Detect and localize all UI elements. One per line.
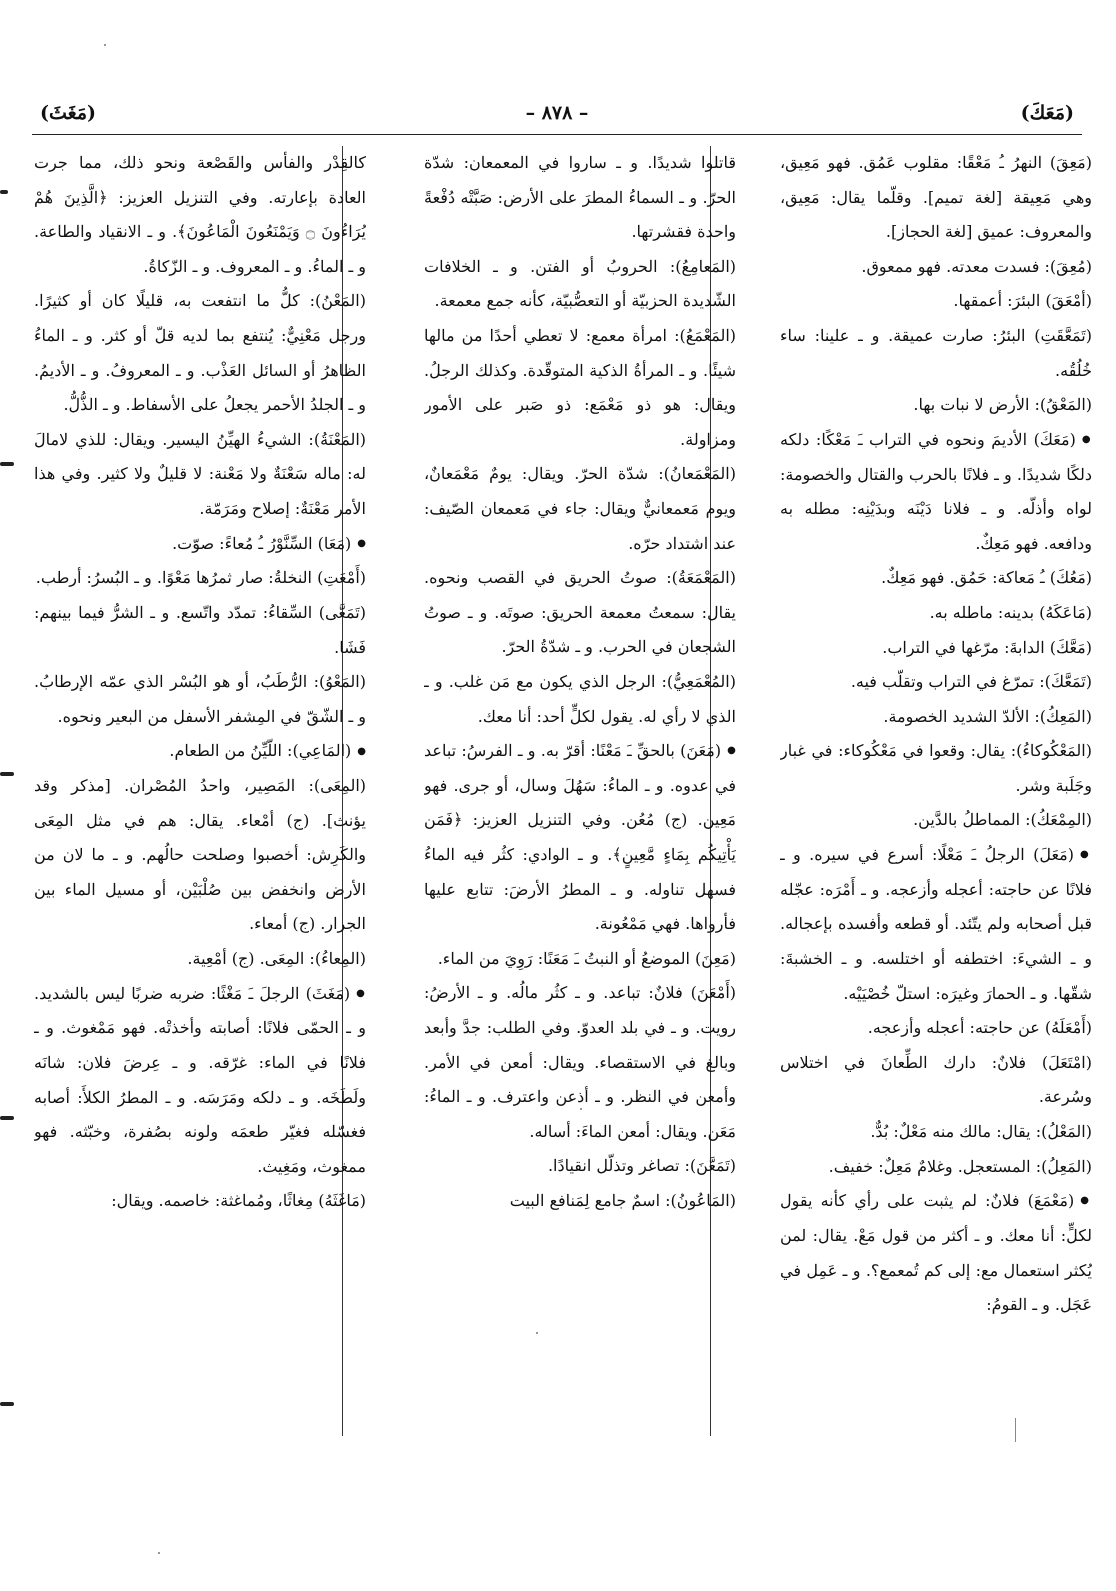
dictionary-entry: (المِعاءُ): المِعَى. (ج) أمْعِية. xyxy=(187,949,366,969)
dictionary-entry: ● (مَعَكَ) الأديمَ ونحوه في التراب ـَ مَعْكًا: دلكه دلكًا شديدًا. و ـ فلانًا بالحرب والقتال والخصومة: لواه وأذلّه. و ـ فلانا دَيْنَه وبدَيْنِه: مطله به ودافعه. فهو مَعِكٌ. xyxy=(780,423,1092,562)
dictionary-entry: (تَمَعَّى) السِّقاءُ: تمدّد واتّسع. و ـ الشرُّ فيما بينهم: فَشَا. xyxy=(34,602,366,657)
dictionary-entry: (المَعِكُ): الألدّ الشديد الخصومة. xyxy=(883,706,1092,726)
dictionary-entry: (مَعِقَ) النهرُ ـُ مَعْقًا: مقلوب عَمُق. فهو مَعِيق، وهي مَعِيقة [لغة تميم]. وقلّما يقال: مَعِيق، والمعروف: عميق [لغة الحجاز]. xyxy=(780,153,1092,242)
dictionary-entry: (مَعُكَ) ـُ مَعاكة: حَمُق. فهو مَعِكٌ. xyxy=(881,568,1092,588)
dictionary-entry: (المُعْمَعِيُّ): الرجل الذي يكون مع مَن غلب. و ـ الذي لا رأي له. يقول لكلٍّ أحد: أنا معك. xyxy=(424,671,736,726)
dictionary-entry: ● (مَعْمَعَ) فلانٌ: لم يثبت على رأي كأنه يقول لكلٍّ: أنا معك. و ـ أكثر من قول مَعْ. يقال: لمن يُكثر استعمال مع: إلى كم تُمعمع؟. و ـ عَمِل في عَجَل. و ـ القومُ: xyxy=(780,1184,1092,1323)
header-rule xyxy=(32,134,1082,135)
margin-mark xyxy=(0,1402,14,1406)
dictionary-entry: (المَعْقُ): الأرض لا نبات بها. xyxy=(913,395,1092,415)
dictionary-entry: قاتلوا شديدًا. و ـ ساروا في المعمعان: شدّة الحرّ. و ـ السماءُ المطرَ على الأرض: صَبَّتْه دُفْعةً واحدة فقشرتها. xyxy=(424,153,736,242)
dictionary-entry: (تَمَعَّنَ): تصاغر وتذلّل انقيادًا. xyxy=(547,1156,736,1176)
margin-mark xyxy=(0,1116,14,1120)
margin-mark xyxy=(0,772,14,776)
dictionary-entry: (أمْعَقَ) البئرَ: أعمقها. xyxy=(953,291,1092,311)
dictionary-entry: (المَعْمَعَةُ): صوتُ الحريق في القصب ونحوه. يقال: سمعتُ معمعة الحريق: صوتَه. و ـ صوتُ الشجعان في الحرب. و ـ شدّةُ الحرّ. xyxy=(424,568,736,657)
dictionary-entry: (المَعِلُ): المستعجل. وغلامٌ مَعِلٌ: خفيف. xyxy=(828,1156,1092,1176)
dictionary-entry: (المَعْلُ): يقال: مالك منه مَعْلٌ: بُدٌّ. xyxy=(870,1122,1092,1142)
dictionary-entry: (أَمْعَنَ) فلانٌ: تباعد. و ـ كثُر مالُه. و ـ الأرضُ: رويت. و ـ في بلد العدوّ. وفي الطلب: جدَّ وأبعد وبالغ في الاستقصاء. ويقال: أمعن في الأمر. وأمعن في النظر. و ـ أذعن واعترف. و ـ الماءُ: مَعَن. ويقال: أمعن الماءَ: أساله. xyxy=(424,983,736,1141)
dictionary-entry: (المَعْمَعُ): امرأة معمع: لا تعطي أحدًا من مالها شيئًا. و ـ المرأةُ الذكية المتوقّدة. وكذلك الرجلُ. ويقال: هو ذو مَعْمَع: ذو صَبر على الأمور ومزاولة. xyxy=(424,325,736,449)
dictionary-entry: كالقِدْر والفأس والقَصْعة ونحو ذلك، مما جرت العادة بإعارته. وفي التنزيل العزيز: ﴿الَّذِينَ هُمْ يُرَاءُونَ ۝ وَيَمْنَعُونَ الْمَاعُونَ﴾. و ـ الانقياد والطاعة. و ـ الماءُ. و ـ المعروف. و ـ الزّكاةُ. xyxy=(34,153,366,276)
dictionary-entry: (المَعامِعُ): الحروبُ أو الفتن. و ـ الخلافات الشّديدة الحزبيّة أو التعصُّبيّة، كأنه جمع معمعة. xyxy=(424,256,736,311)
dictionary-entry: (المَعْوُ): الرُّطَبُ، أو هو البُسْر الذي عمّه الإرطابُ. و ـ الشّقّ في المِشفر الأسفل من البعير ونحوه. xyxy=(34,672,366,726)
scan-speck xyxy=(104,44,106,46)
dictionary-entry: (مَعِنَ) الموضعُ أو النبتُ ـَ مَعَنًا: رَوِيَ من الماء. xyxy=(437,948,736,968)
dictionary-entry: (أَمْعَلَهُ) عن حاجته: أعجله وأزعجه. xyxy=(867,1018,1092,1038)
dictionary-entry: (مَاعَكَهُ) بدينه: ماطله به. xyxy=(929,602,1092,622)
dictionary-entry: (تَمَعَّقَتِ) البئرُ: صارت عميقة. و ـ علينا: ساء خُلُقُه. xyxy=(780,325,1092,380)
dictionary-entry: (أَمْعَتِ) النخلةُ: صار ثمرُها مَعْوًا. و ـ البُسرُ: أرطب. xyxy=(35,568,366,588)
scan-edge-line xyxy=(1015,1418,1016,1442)
dictionary-entry: (المِمْعَكُ): المماطلُ بالدَّين. xyxy=(913,810,1092,830)
margin-mark xyxy=(0,462,14,466)
margin-mark xyxy=(0,190,8,194)
dictionary-entry: (المِعَى): المَصِير، واحدُ المُصْران. [مذكر وقد يؤنث]. (ج) أمْعاء. يقال: هم في مثل المِعَى والكَرِش: أخصبوا وصلحت حالُهم. و ـ ما لان من الأرض وانخفض بين صُلْبَيْن، أو مسيل الماء بين الجرار. (ج) أمعاء. xyxy=(34,776,366,934)
column-left xyxy=(34,146,366,1436)
header-first-entry: (مَعَكَ) xyxy=(1020,102,1074,124)
dictionary-entry: (المَعْمَعانُ): شدّة الحرّ. ويقال: يومٌ مَعْمَعانٌ، ويوم مَعمعانيٌّ ويقال: جاء في مَعمعان الصّيف: عند اشتداد حرّه. xyxy=(424,464,736,553)
dictionary-entry: ● (مَعَلَ) الرجلُ ـَ مَعْلًا: أسرع في سيره. و ـ فلانًا عن حاجته: أعجله وأزعجه. و ـ أَمْرَه: عجّله قبل أصحابه ولم يتّئد. أو قطعه وأفسده بإعجاله. و ـ الشيءَ: اختطفه أو اختلسه. و ـ الخشبةَ: شقّها. و ـ الحمارَ وغيرَه: استلّ خُصْيَيْه. xyxy=(780,838,1092,1011)
scan-speck xyxy=(158,1552,160,1554)
page-number: – ٨٧٨ – xyxy=(525,102,589,124)
dictionary-entry: ● (مَعَنَ) بالحقِّ ـَ مَعْنًا: أقرّ به. و ـ الفرسُ: تباعد في عدوه. و ـ الماءُ: سَهُلَ وسال، أو جرى. فهو مَعِين. (ج) مُعُن. وفي التنزيل العزيز: ﴿فَمَن يَأْتِيكُم بِمَاءٍ مَّعِينٍ﴾. و ـ الوادي: كثُر فيه الماءُ فسهل تناوله. و ـ المطرُ الأرضَ: تتابع عليها فأرواها. فهي مَمْعُونة. xyxy=(424,734,736,942)
scan-speck xyxy=(536,1332,538,1334)
dictionary-entry: (مَعَّكَ) الدابةَ: مرّغها في التراب. xyxy=(882,637,1092,657)
dictionary-entry: (المَعْكُوكاءُ): يقال: وقعوا في مَعْكُوكاء: في غبار وجَلَبة وشر. xyxy=(780,741,1092,795)
dictionary-entry: (المَاعُونُ): اسمٌ جامع لِمَنافع البيت xyxy=(509,1191,736,1211)
dictionary-entry: (المَعْنَةُ): الشيءُ الهيِّنُ اليسير. ويقال: للذي لامالَ له: ماله سَعْنَةٌ ولا مَعْنة: لا قليلٌ ولا كثير. وفي هذا الأمر مَعْنَةٌ: إصلاح ومَرَمّة. xyxy=(34,429,366,518)
dictionary-entry: ● (المَاعِي): اللّيِّنُ من الطعام. xyxy=(34,734,366,769)
dictionary-entry: (مَاغَثَهُ) مِغاثًا، ومُماغثة: خاصمه. ويقال: xyxy=(111,1191,366,1211)
dictionary-entry: (امْتَعَلَ) فلانٌ: دارك الطِّعانَ في اختلاس وسُرعة. xyxy=(780,1052,1092,1107)
column-right xyxy=(780,146,1092,1436)
dictionary-entry: (المَعْنُ): كلُّ ما انتفعت به، قليلًا كان أو كثيرًا. ورجل مَعْنِيٌّ: يُنتفع بما لديه قلّ أو كثر. و ـ الماءُ الظاهرُ أو السائل العَذْب. و ـ المعروفُ. و ـ الأديمُ. و ـ الجلدُ الأحمر يجعلُ على الأسفاط. و ـ الذُّلُّ. xyxy=(34,291,366,415)
dictionary-entry: (مُعِقَ): فسدت معدته. فهو ممعوق. xyxy=(861,256,1092,276)
column-middle xyxy=(424,146,736,1436)
dictionary-entry: ● (مَعَا) السِّنَّوْرُ ـُ مُعاءً: صوّت. xyxy=(34,527,366,562)
dictionary-entry: ● (مَغَثَ) الرجلَ ـَ مَغْثًا: ضربه ضربًا ليس بالشديد. و ـ الحمّى فلانًا: أصابته وأخذتْه. فهو مَمْغوث. و ـ فلانًا في الماء: غرّقه. و ـ عِرضَ فلان: شانَه ولَطَخَه. و ـ دلكه ومَرَسَه. و ـ المطرُ الكلأَ: أصابه فغسّله فغيّر طعمَه ولونه بصُفرة، وخبّثه. فهو ممغوث، ومَغِيث. xyxy=(34,977,366,1185)
dictionary-entry: (تَمَعَّكَ): تمرّغ في التراب وتقلّب فيه. xyxy=(850,672,1092,692)
header-last-entry: (مَغَثَ) xyxy=(40,102,96,124)
scan-speck xyxy=(580,1108,582,1110)
page-header xyxy=(32,96,1082,136)
